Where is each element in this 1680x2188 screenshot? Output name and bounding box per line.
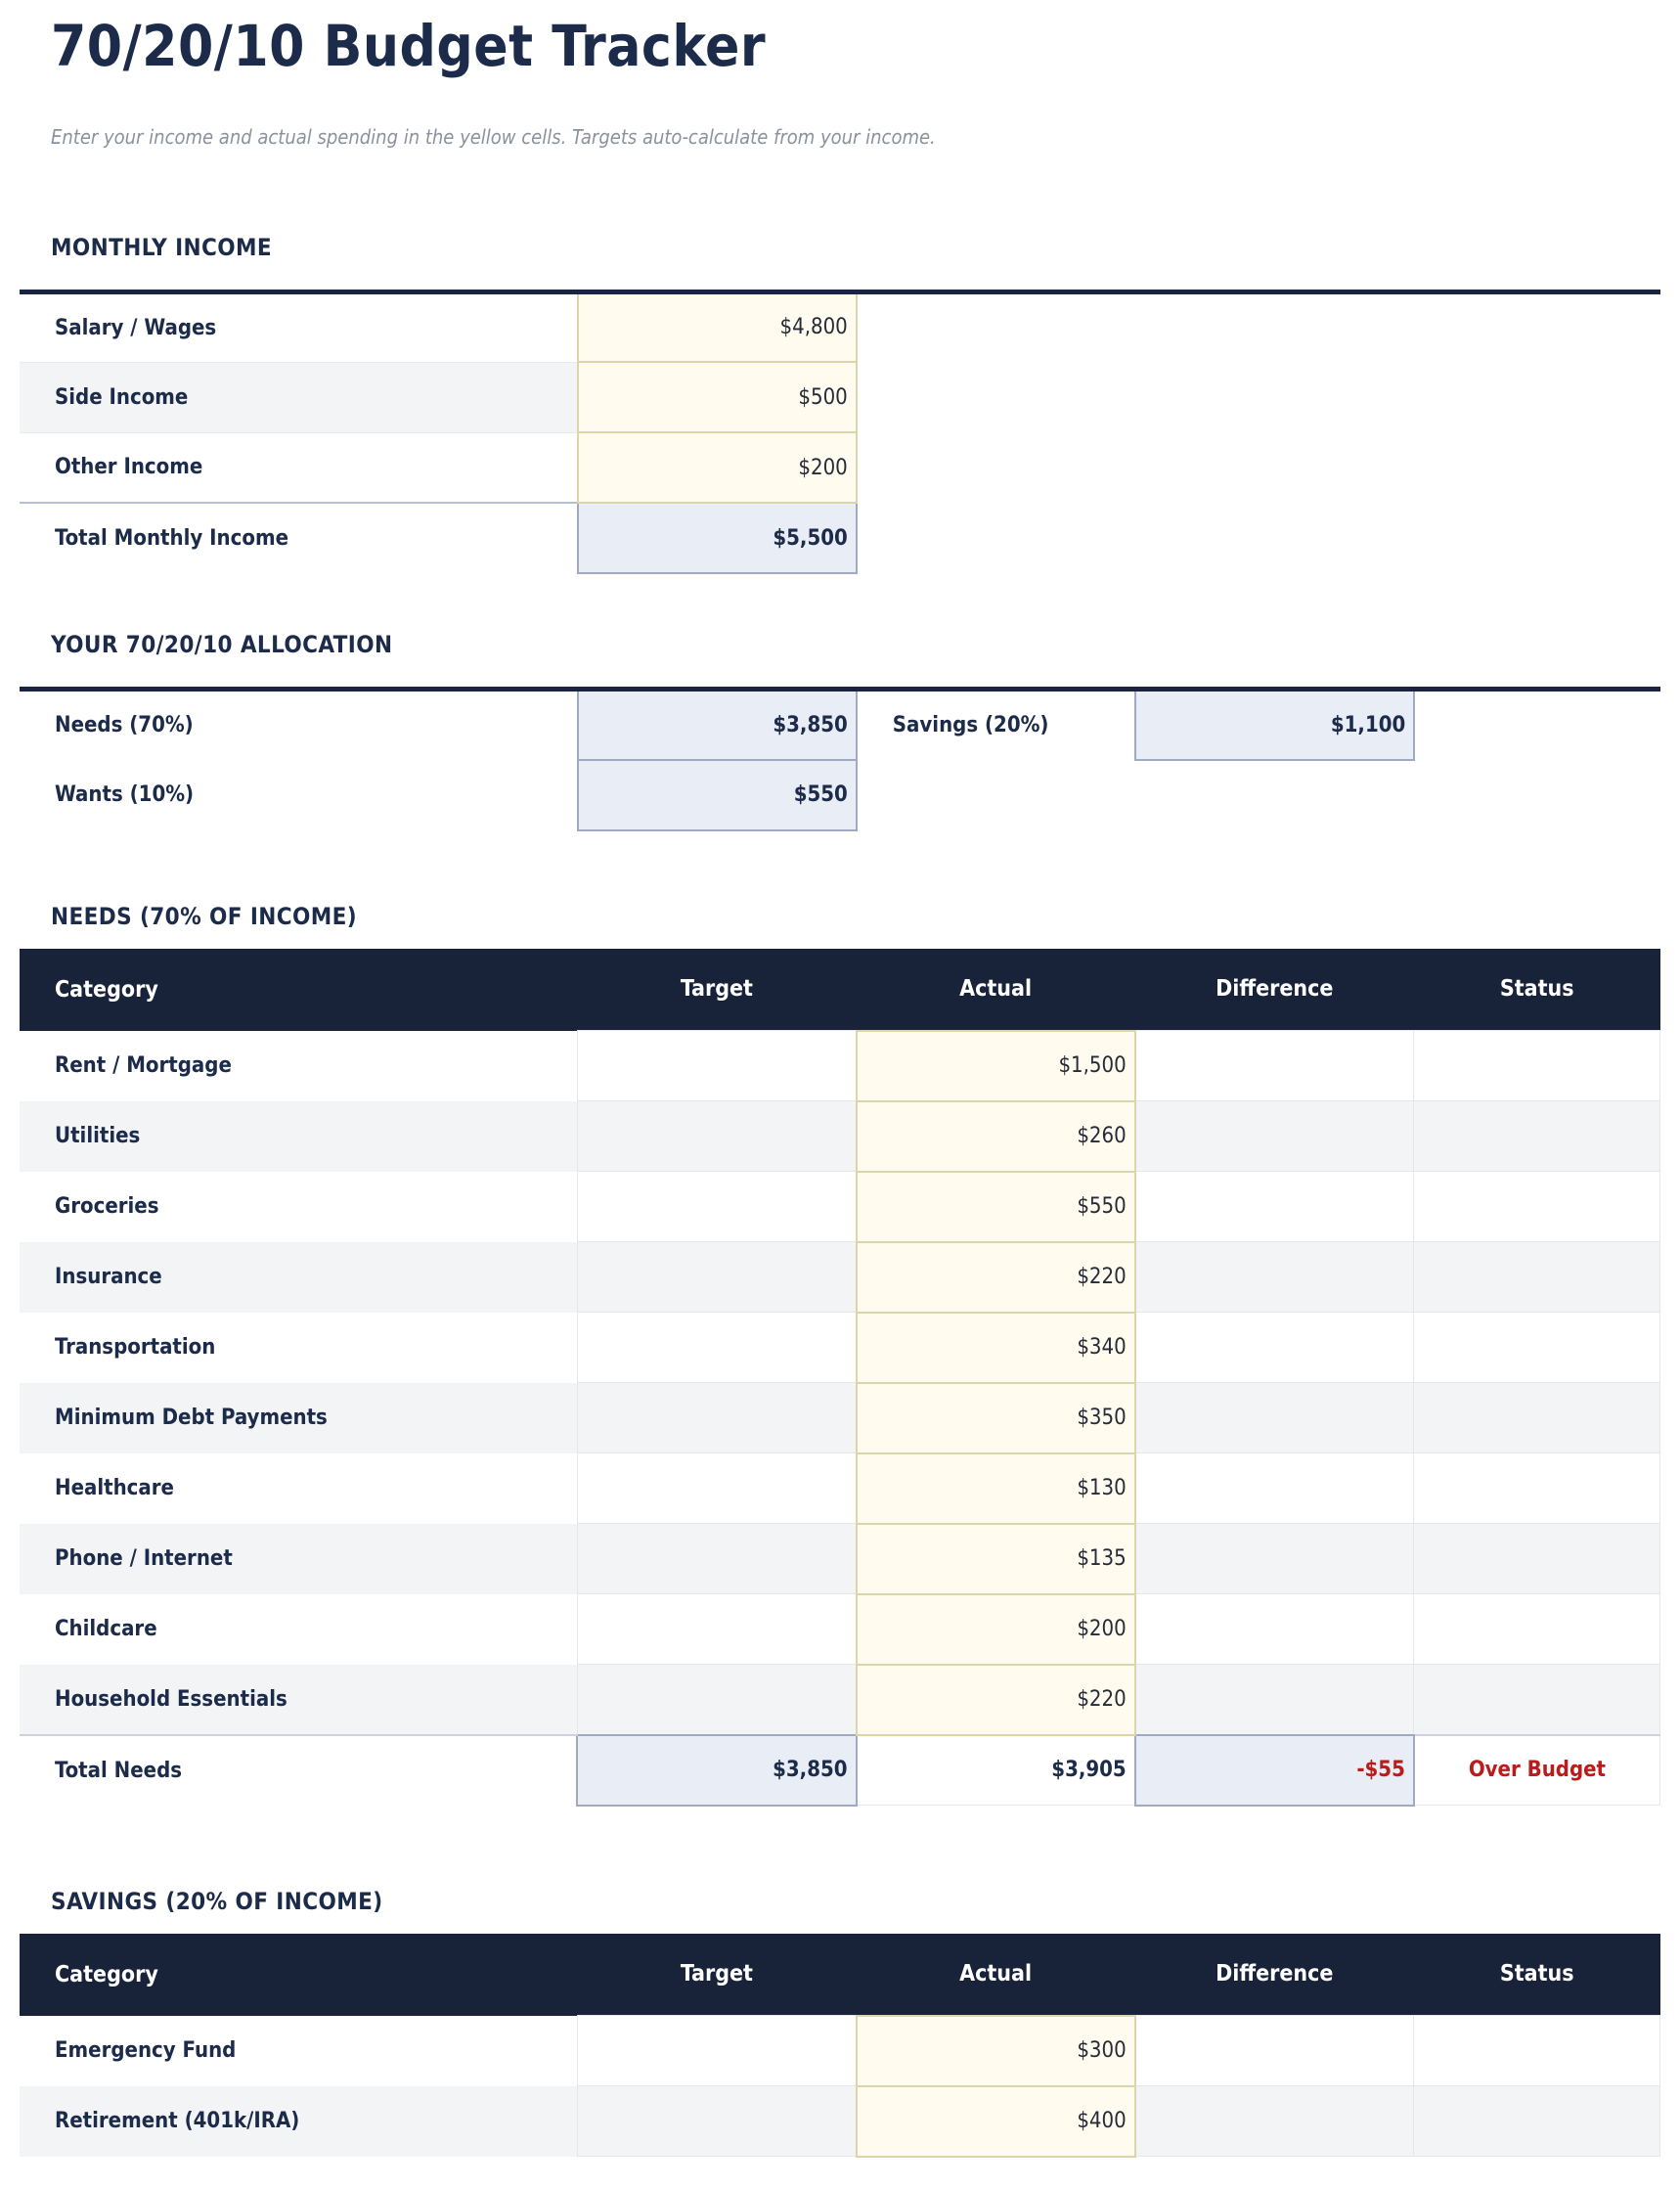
needs-col-status: Status (1414, 949, 1660, 1031)
empty-cell (857, 503, 1660, 573)
needs-category: Healthcare (55, 1476, 174, 1501)
needs-total-actual: $3,905 (857, 1735, 1135, 1806)
empty-cell (1135, 760, 1414, 830)
empty-cell (857, 432, 1660, 503)
needs-total-row (20, 1735, 1660, 1806)
needs-difference-cell (1135, 1594, 1414, 1665)
needs-actual-input[interactable]: $135 (857, 1524, 1135, 1594)
needs-difference-cell (1135, 1665, 1414, 1735)
needs-category: Household Essentials (55, 1686, 287, 1712)
savings-col-target: Target (577, 1934, 856, 2016)
income-total-label: Total Monthly Income (20, 503, 578, 573)
allocation-savings-cell: $1,100 (1135, 690, 1414, 760)
needs-row-household (20, 1665, 1660, 1735)
savings-category: Retirement (401k/IRA) (55, 2109, 300, 2134)
needs-actual-input[interactable]: $220 (857, 1665, 1135, 1735)
needs-target-cell (577, 1031, 856, 1101)
savings-row-retirement (20, 2086, 1660, 2157)
needs-category: Phone / Internet (55, 1546, 233, 1572)
empty-cell (857, 760, 1135, 830)
needs-category: Transportation (55, 1335, 216, 1361)
needs-col-actual: Actual (857, 949, 1135, 1031)
needs-category: Rent / Mortgage (55, 1053, 232, 1079)
needs-actual-input[interactable]: $260 (857, 1101, 1135, 1172)
needs-status-cell (1414, 1453, 1660, 1524)
needs-actual-input[interactable]: $340 (857, 1313, 1135, 1383)
needs-row-transportation (20, 1313, 1660, 1383)
needs-category: Insurance (55, 1265, 162, 1290)
income-input-salary[interactable]: $4,800 (578, 291, 857, 362)
allocation-label-wants: Wants (10%) (55, 782, 195, 808)
savings-actual-input[interactable]: $300 (857, 2016, 1135, 2086)
needs-difference-cell (1135, 1383, 1414, 1453)
needs-target-cell (577, 1172, 856, 1242)
needs-target-cell (577, 1242, 856, 1313)
needs-category: Utilities (55, 1124, 141, 1149)
needs-status-cell (1414, 1101, 1660, 1172)
needs-col-difference: Difference (1135, 949, 1414, 1031)
needs-total-label: Total Needs (20, 1735, 577, 1806)
needs-status-cell (1414, 1031, 1660, 1101)
needs-table (20, 949, 1660, 1807)
needs-header-row (20, 949, 1660, 1031)
needs-category: Groceries (55, 1194, 159, 1220)
savings-col-status: Status (1414, 1934, 1660, 2016)
needs-col-target: Target (577, 949, 856, 1031)
needs-target-cell (577, 1665, 856, 1735)
needs-difference-cell (1135, 1172, 1414, 1242)
section-heading-savings: SAVINGS (20% OF INCOME) (51, 1887, 383, 1915)
needs-difference-cell (1135, 1101, 1414, 1172)
income-total-cell: $5,500 (578, 503, 857, 573)
page-subtitle: Enter your income and actual spending in the yellow cells. Targets auto-calculate from your income. (51, 124, 936, 149)
savings-col-category: Category (20, 1934, 577, 2016)
needs-status-cell (1414, 1594, 1660, 1665)
needs-difference-cell (1135, 1313, 1414, 1383)
needs-status-cell (1414, 1665, 1660, 1735)
savings-category: Emergency Fund (55, 2038, 237, 2064)
needs-row-groceries (20, 1172, 1660, 1242)
section-heading-monthly-income: MONTHLY INCOME (51, 233, 273, 261)
needs-target-cell (577, 1313, 856, 1383)
income-row-other (20, 432, 1660, 503)
income-label-other: Other Income (20, 432, 578, 503)
allocation-row-1 (20, 690, 1660, 760)
income-label-salary: Salary / Wages (20, 291, 578, 362)
allocation-wants-cell: $550 (578, 760, 857, 830)
needs-category: Childcare (55, 1617, 157, 1642)
allocation-row-2 (20, 760, 1660, 830)
savings-status-cell (1414, 2016, 1660, 2086)
monthly-income-table (20, 290, 1660, 575)
needs-row-insurance (20, 1242, 1660, 1313)
needs-actual-input[interactable]: $200 (857, 1594, 1135, 1665)
empty-cell (857, 291, 1660, 362)
allocation-table (20, 687, 1660, 831)
savings-col-difference: Difference (1135, 1934, 1414, 2016)
savings-header-row (20, 1934, 1660, 2016)
needs-actual-input[interactable]: $1,500 (857, 1031, 1135, 1101)
savings-col-actual: Actual (857, 1934, 1135, 2016)
needs-difference-cell (1135, 1031, 1414, 1101)
needs-difference-cell (1135, 1453, 1414, 1524)
income-row-side (20, 362, 1660, 432)
needs-status-cell (1414, 1383, 1660, 1453)
section-heading-allocation: YOUR 70/20/10 ALLOCATION (51, 631, 393, 659)
savings-difference-cell (1135, 2016, 1414, 2086)
needs-difference-cell (1135, 1524, 1414, 1594)
empty-cell (857, 362, 1660, 432)
needs-row-rent (20, 1031, 1660, 1101)
needs-category: Minimum Debt Payments (55, 1406, 328, 1431)
savings-target-cell (577, 2086, 856, 2157)
needs-target-cell (577, 1453, 856, 1524)
needs-target-cell (577, 1383, 856, 1453)
savings-row-emergency (20, 2016, 1660, 2086)
needs-row-childcare (20, 1594, 1660, 1665)
needs-col-category: Category (20, 949, 577, 1031)
income-input-side[interactable]: $500 (578, 362, 857, 432)
income-row-salary (20, 291, 1660, 362)
savings-status-cell (1414, 2086, 1660, 2157)
needs-row-utilities (20, 1101, 1660, 1172)
savings-table (20, 1934, 1660, 2158)
needs-status-cell (1414, 1313, 1660, 1383)
needs-status-cell (1414, 1172, 1660, 1242)
income-label-side: Side Income (20, 362, 578, 432)
savings-actual-input[interactable]: $400 (857, 2086, 1135, 2157)
empty-cell (1414, 760, 1660, 830)
allocation-needs-cell: $3,850 (578, 690, 857, 760)
needs-total-difference-cell: -$55 (1135, 1735, 1414, 1806)
needs-total-target-cell: $3,850 (577, 1735, 856, 1806)
income-input-other[interactable]: $200 (578, 432, 857, 503)
needs-difference-cell (1135, 1242, 1414, 1313)
allocation-label-needs: Needs (70%) (55, 713, 194, 738)
needs-row-healthcare (20, 1453, 1660, 1524)
needs-actual-input[interactable]: $350 (857, 1383, 1135, 1453)
savings-difference-cell (1135, 2086, 1414, 2157)
needs-row-debt (20, 1383, 1660, 1453)
needs-target-cell (577, 1524, 856, 1594)
page-title: 70/20/10 Budget Tracker (51, 13, 767, 79)
needs-target-cell (577, 1594, 856, 1665)
needs-row-phone (20, 1524, 1660, 1594)
empty-cell (1414, 690, 1660, 760)
allocation-label-savings: Savings (20%) (892, 713, 1049, 738)
savings-target-cell (577, 2016, 856, 2086)
needs-status-cell (1414, 1524, 1660, 1594)
needs-target-cell (577, 1101, 856, 1172)
needs-actual-input[interactable]: $220 (857, 1242, 1135, 1313)
needs-actual-input[interactable]: $130 (857, 1453, 1135, 1524)
income-total-row (20, 503, 1660, 573)
needs-status-cell (1414, 1242, 1660, 1313)
needs-total-status: Over Budget (1414, 1735, 1660, 1806)
needs-actual-input[interactable]: $550 (857, 1172, 1135, 1242)
section-heading-needs: NEEDS (70% OF INCOME) (51, 902, 358, 930)
